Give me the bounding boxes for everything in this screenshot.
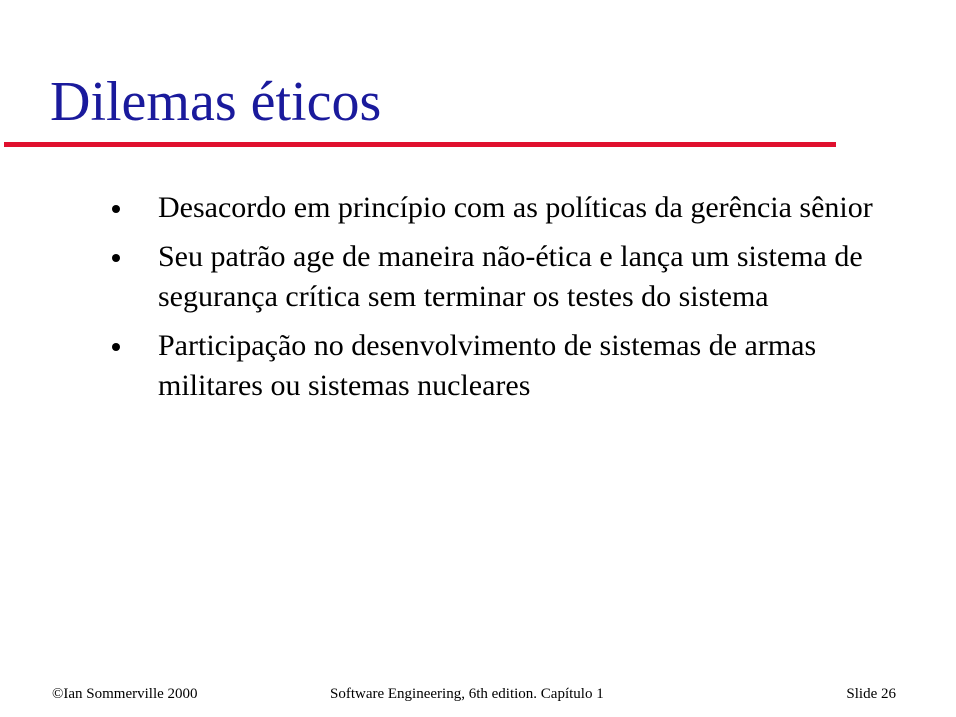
footer-slide-number: Slide 26 [846,686,896,702]
slide-footer [0,686,956,706]
bullet-dot-icon [112,343,120,351]
footer-book-title: Software Engineering, 6th edition. Capítulo 1 [330,686,604,702]
bullet-dot-icon [112,205,120,213]
footer-copyright: ©Ian Sommerville 2000 [52,686,198,702]
slide-title: Dilemas éticos [50,71,382,133]
bullet-item [0,326,898,406]
bullet-dot-icon [112,254,120,262]
bullet-text: Seu patrão age de maneira não-ética e lança um sistema de segurança crítica sem terminar os testes do sistema [158,240,863,313]
bullet-text: Participação no desenvolvimento de sistemas de armas militares ou sistemas nucleares [158,329,817,402]
bullet-item [0,188,898,228]
bullet-text: Desacordo em princípio com as políticas da gerência sênior [158,191,873,224]
bullet-item [0,237,898,317]
bullet-list [0,188,956,415]
title-underline [4,142,836,147]
